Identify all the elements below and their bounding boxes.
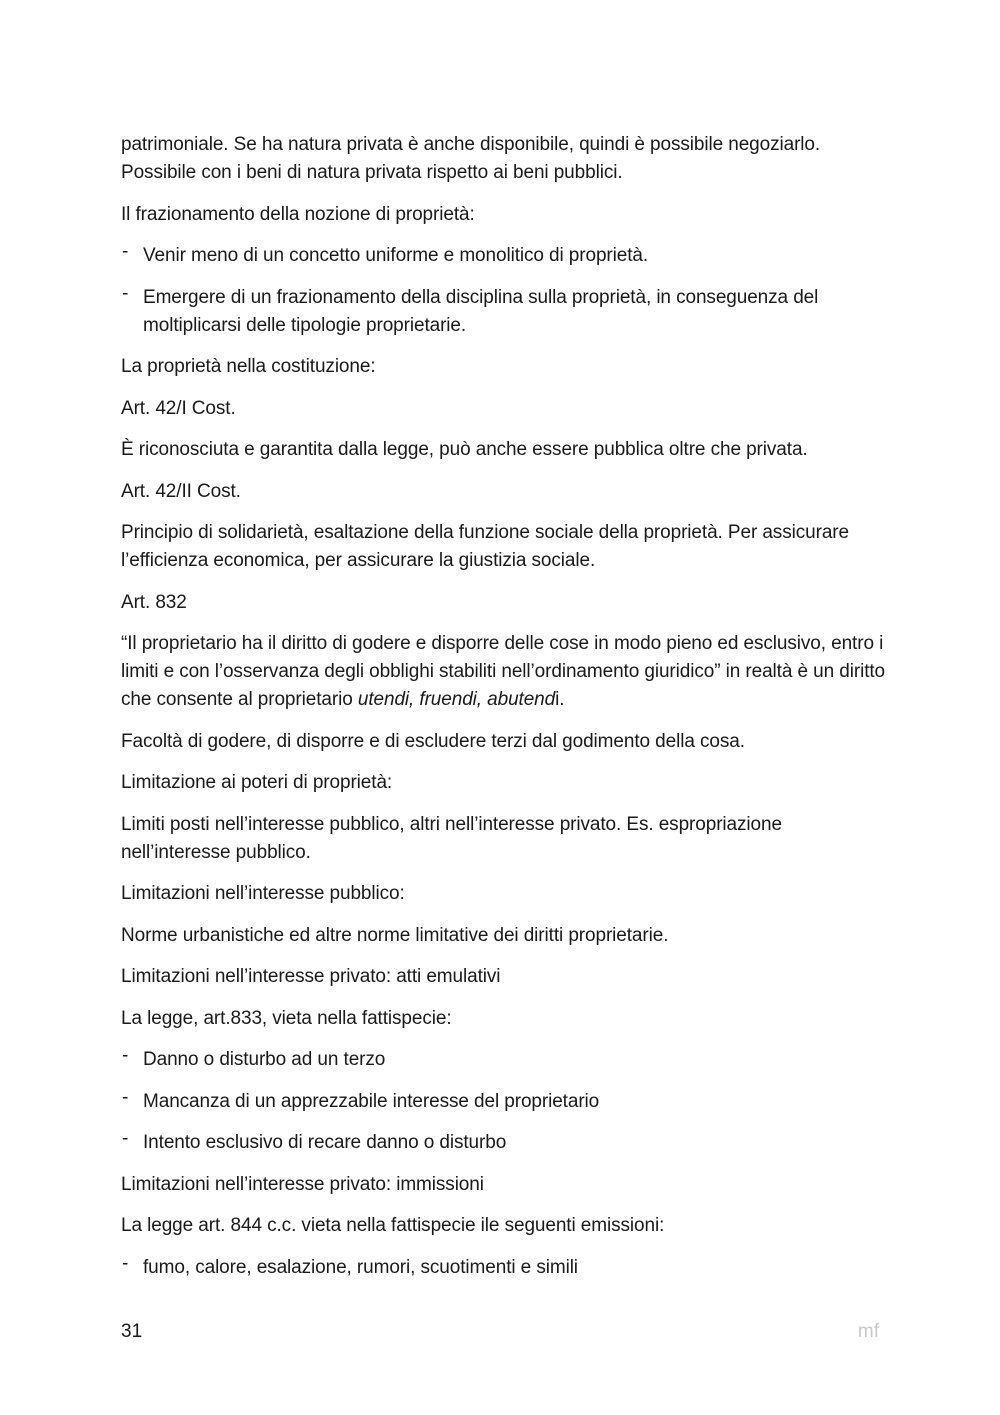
paragraph: Il frazionamento della nozione di proprietà: <box>121 203 475 225</box>
paragraph: Principio di solidarietà, esaltazione della funzione sociale della proprietà. Per assicurare l’efficienza economica, per assicurare la giustizia sociale. <box>121 522 849 571</box>
list-item <box>121 1088 891 1116</box>
list-dash: - <box>122 282 129 304</box>
quote-text: “Il proprietario ha il diritto di godere e disporre delle cose in modo pieno ed esclusivo, entro i limiti e con l’osservanza degli obblighi stabiliti nell’ordinamento giuridico” in realtà è un diritto che consente al proprietario <box>121 633 886 710</box>
list-item-text: Emergere di un frazionamento della disciplina sulla proprietà, in conseguenza del moltiplicarsi delle tipologie proprietarie. <box>143 286 819 336</box>
list-item-text: fumo, calore, esalazione, rumori, scuotimenti e simili <box>143 1256 578 1278</box>
paragraph: Limitazioni nell’interesse privato: immissioni <box>121 1173 484 1195</box>
paragraph: Norme urbanistiche ed altre norme limitative dei diritti proprietarie. <box>121 924 669 946</box>
quote-end: i. <box>555 689 565 710</box>
paragraph: Facoltà di godere, di disporre e di escludere terzi dal godimento della cosa. <box>121 730 745 752</box>
list-dash: - <box>122 1252 129 1274</box>
paragraph: Art. 42/II Cost. <box>121 480 241 502</box>
paragraph: Art. 42/I Cost. <box>121 397 236 419</box>
list-item-text: Intento esclusivo di recare danno o disturbo <box>143 1132 507 1153</box>
paragraph: La legge, art.833, vieta nella fattispecie: <box>121 1007 452 1029</box>
paragraph: Art. 832 <box>121 591 187 613</box>
list-item <box>121 284 891 340</box>
paragraph: Limitazioni nell’interesse privato: atti emulativi <box>121 966 501 987</box>
author-mark: mf <box>857 1321 879 1342</box>
paragraph-art-832 <box>121 630 891 714</box>
list-dash: - <box>122 1128 129 1149</box>
list-item-text: Venir meno di un concetto uniforme e monolitico di proprietà. <box>143 245 649 266</box>
paragraph: Limitazione ai poteri di proprietà: <box>121 772 393 793</box>
paragraph: La proprietà nella costituzione: <box>121 356 376 377</box>
paragraph: Limitazioni nell’interesse pubblico: <box>121 883 405 904</box>
list-item-text: Danno o disturbo ad un terzo <box>143 1049 386 1070</box>
paragraph: La legge art. 844 c.c. vieta nella fattispecie ile seguenti emissioni: <box>121 1215 665 1236</box>
paragraph: È riconosciuta e garantita dalla legge, può anche essere pubblica oltre che privata. <box>121 439 808 460</box>
list-dash: - <box>122 241 129 262</box>
list-item-text: Mancanza di un apprezzabile interesse del proprietario <box>143 1090 600 1112</box>
list-dash: - <box>122 1086 129 1108</box>
paragraph: Limiti posti nell’interesse pubblico, altri nell’interesse privato. Es. espropriazione nell’interesse pubblico. <box>121 813 782 863</box>
list-item <box>121 242 891 270</box>
document-body <box>121 131 891 1295</box>
list-dash: - <box>122 1045 129 1066</box>
paragraph: patrimoniale. Se ha natura privata è anche disponibile, quindi è possibile negoziarlo. Possibile con i beni di natura privata rispetto ai beni pubblici. <box>121 134 821 183</box>
page-number: 31 <box>121 1321 143 1342</box>
list-item <box>121 1046 891 1074</box>
latin-terms: utendi, fruendi, abutend <box>357 689 556 710</box>
list-item <box>121 1254 891 1282</box>
list-item <box>121 1129 891 1157</box>
